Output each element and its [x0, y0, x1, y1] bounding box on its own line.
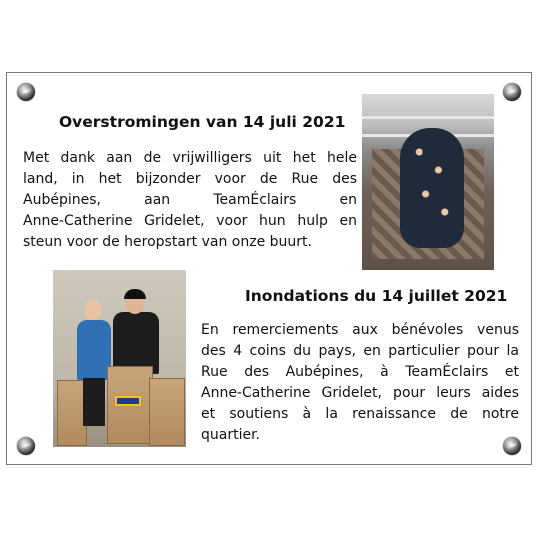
box-logo-icon	[115, 396, 141, 406]
french-line: En remerciements aux bénévoles venus	[201, 322, 519, 338]
dutch-line: Anne-Catherine Gridelet, voor hun hulp en	[23, 213, 357, 229]
volunteers-group-photo	[362, 94, 494, 270]
screw-top-left-icon	[17, 83, 35, 101]
french-line: Anne-Catherine Gridelet, pour leurs aides	[201, 385, 519, 401]
french-line: et soutiens à la renaissance de notre	[201, 406, 519, 422]
dutch-line: Met dank aan de vrijwilligers uit het hele	[23, 150, 357, 166]
dutch-line: Aubépines, aan TeamÉclairs en	[23, 192, 357, 208]
french-line: Rue des Aubépines, à TeamÉclairs et	[201, 364, 519, 380]
french-line: des 4 coins du pays, en particulier pour la	[201, 343, 519, 359]
french-paragraph	[201, 320, 519, 446]
dutch-paragraph	[23, 148, 357, 253]
french-title: Inondations du 14 juillet 2021	[245, 287, 508, 305]
screw-bottom-left-icon	[17, 437, 35, 455]
commemorative-plaque	[6, 72, 532, 465]
screw-top-right-icon	[503, 83, 521, 101]
dutch-line: land, in het bijzonder voor de Rue des	[23, 171, 357, 187]
two-people-photo	[53, 270, 186, 447]
french-line: quartier.	[201, 427, 261, 443]
dutch-title: Overstromingen van 14 juli 2021	[59, 113, 346, 131]
dutch-line: steun voor de heropstart van onze buurt.	[23, 234, 312, 250]
